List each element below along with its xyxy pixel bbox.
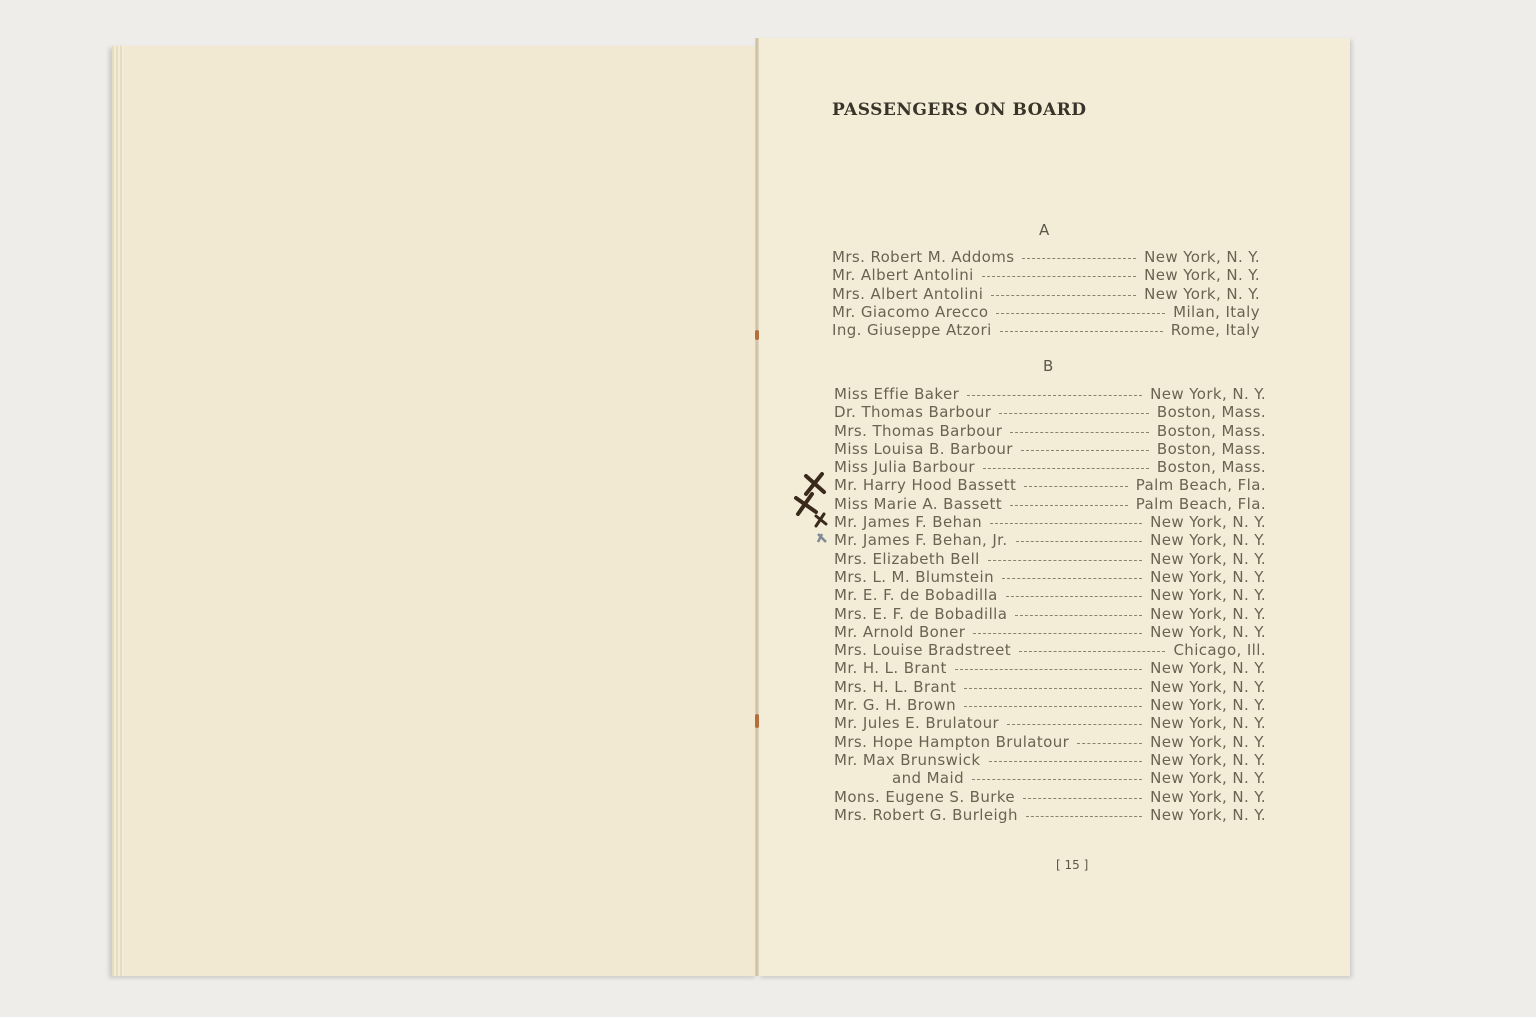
passenger-row [834, 531, 1266, 549]
passenger-row [834, 788, 1266, 806]
dot-leader [1022, 258, 1136, 259]
passenger-row [834, 550, 1266, 568]
dot-leader [989, 761, 1143, 762]
passenger-row [834, 568, 1266, 586]
dot-leader [1024, 486, 1127, 487]
handwritten-x-marks [792, 470, 832, 550]
passenger-home: New York, N. Y. [1150, 385, 1266, 403]
passenger-home: New York, N. Y. [1150, 805, 1266, 824]
passenger-name: Mr. James F. Behan, Jr. [834, 531, 1008, 550]
page-number: [ 15 ] [1056, 858, 1089, 872]
passenger-name: and Maid [892, 769, 965, 788]
passenger-list-a [832, 248, 1260, 339]
passenger-home: Boston, Mass. [1156, 421, 1266, 440]
passenger-row [834, 605, 1266, 623]
passenger-name: Mr. Arnold Boner [834, 622, 966, 641]
section-letter-a: A [1039, 221, 1050, 239]
page-edges [112, 46, 124, 976]
passenger-name: Mr. E. F. de Bobadilla [834, 586, 998, 605]
section-letter-b: B [1043, 357, 1054, 375]
passenger-home: Palm Beach, Fla. [1135, 494, 1266, 513]
x-mark-icon [818, 534, 826, 542]
passenger-name: Mrs. H. L. Brant [834, 677, 957, 696]
passenger-home: New York, N. Y. [1150, 622, 1266, 641]
passenger-row [834, 422, 1266, 440]
passenger-row [834, 385, 1266, 403]
passenger-name: Mrs. L. M. Blumstein [834, 567, 995, 586]
page-title: PASSENGERS ON BOARD [832, 100, 1087, 120]
passenger-home: New York, N. Y. [1150, 513, 1266, 532]
passenger-name: Mr. Jules E. Brulatour [834, 714, 1000, 733]
passenger-name: Mons. Eugene S. Burke [834, 787, 1016, 806]
passenger-name: Mrs. Robert M. Addoms [832, 248, 1015, 266]
x-mark-icon [816, 514, 826, 526]
passenger-row [832, 285, 1260, 303]
passenger-row [834, 769, 1266, 787]
passenger-name: Mr. Albert Antolini [832, 266, 974, 285]
passenger-home: New York, N. Y. [1144, 284, 1260, 303]
dot-leader [991, 295, 1136, 296]
passenger-row [834, 495, 1266, 513]
passenger-name: Mr. Harry Hood Bassett [834, 476, 1017, 495]
passenger-name: Mrs. Louise Bradstreet [834, 641, 1012, 660]
x-mark-icon [806, 474, 824, 494]
passenger-name: Mrs. Albert Antolini [832, 284, 984, 303]
dot-leader [973, 633, 1142, 634]
passenger-home: New York, N. Y. [1150, 531, 1266, 550]
dot-leader [1002, 578, 1142, 579]
passenger-row [834, 733, 1266, 751]
dot-leader [1000, 331, 1163, 332]
passenger-home: New York, N. Y. [1150, 769, 1266, 788]
dot-leader [1077, 743, 1142, 744]
passenger-row [834, 513, 1266, 531]
passenger-name: Ing. Giuseppe Atzori [832, 321, 992, 340]
staple-rust [755, 330, 759, 340]
left-page [112, 46, 758, 976]
passenger-home: Milan, Italy [1173, 302, 1260, 321]
passenger-name: Mrs. Hope Hampton Brulatour [834, 732, 1070, 751]
passenger-name: Mrs. Robert G. Burleigh [834, 805, 1018, 824]
passenger-name: Mr. Giacomo Arecco [832, 302, 989, 321]
dot-leader [1026, 816, 1142, 817]
passenger-home: New York, N. Y. [1150, 659, 1266, 678]
passenger-home: New York, N. Y. [1150, 732, 1266, 751]
passenger-home: New York, N. Y. [1150, 696, 1266, 715]
passenger-name: Miss Louisa B. Barbour [834, 439, 1013, 458]
passenger-row [834, 476, 1266, 494]
dot-leader [1015, 615, 1142, 616]
passenger-home: New York, N. Y. [1150, 549, 1266, 568]
dot-leader [964, 688, 1142, 689]
staple-rust [755, 714, 759, 728]
dot-leader [996, 313, 1165, 314]
passenger-home: Chicago, Ill. [1173, 641, 1266, 660]
passenger-name: Mr. H. L. Brant [834, 659, 947, 678]
passenger-name: Mrs. Elizabeth Bell [834, 549, 980, 568]
dot-leader [1010, 432, 1149, 433]
passenger-home: New York, N. Y. [1150, 677, 1266, 696]
passenger-row [834, 623, 1266, 641]
dot-leader [1006, 596, 1142, 597]
passenger-row [834, 641, 1266, 659]
passenger-home: Boston, Mass. [1156, 439, 1266, 458]
passenger-name: Dr. Thomas Barbour [834, 403, 992, 422]
dot-leader [1021, 450, 1149, 451]
dot-leader [982, 276, 1136, 277]
passenger-home: New York, N. Y. [1144, 248, 1260, 266]
passenger-row [834, 696, 1266, 714]
passenger-name: Miss Effie Baker [834, 385, 960, 403]
passenger-list-b [834, 385, 1266, 824]
passenger-home: New York, N. Y. [1150, 604, 1266, 623]
passenger-home: New York, N. Y. [1150, 586, 1266, 605]
passenger-row [832, 303, 1260, 321]
dot-leader [988, 560, 1142, 561]
x-mark-icon [796, 494, 816, 514]
dot-leader [999, 413, 1149, 414]
passenger-home: New York, N. Y. [1150, 714, 1266, 733]
passenger-home: New York, N. Y. [1150, 750, 1266, 769]
dot-leader [964, 706, 1142, 707]
passenger-row [834, 678, 1266, 696]
passenger-row [834, 751, 1266, 769]
passenger-row [834, 458, 1266, 476]
passenger-home: Rome, Italy [1170, 321, 1260, 340]
passenger-home: New York, N. Y. [1150, 567, 1266, 586]
dot-leader [1010, 505, 1128, 506]
passenger-name: Miss Julia Barbour [834, 458, 975, 477]
passenger-name: Mr. G. H. Brown [834, 696, 957, 715]
dot-leader [972, 779, 1142, 780]
passenger-row [832, 321, 1260, 339]
dot-leader [1019, 651, 1165, 652]
passenger-row [834, 659, 1266, 677]
passenger-row [832, 266, 1260, 284]
passenger-name: Mrs. Thomas Barbour [834, 421, 1003, 440]
dot-leader [1007, 724, 1142, 725]
passenger-home: New York, N. Y. [1144, 266, 1260, 285]
passenger-home: Boston, Mass. [1156, 403, 1266, 422]
passenger-row [832, 248, 1260, 266]
passenger-home: Palm Beach, Fla. [1135, 476, 1266, 495]
dot-leader [967, 395, 1142, 396]
passenger-row [834, 440, 1266, 458]
dot-leader [1016, 541, 1143, 542]
passenger-row [834, 403, 1266, 421]
passenger-name: Mr. James F. Behan [834, 513, 982, 532]
passenger-name: Mr. Max Brunswick [834, 750, 981, 769]
passenger-name: Miss Marie A. Bassett [834, 494, 1003, 513]
dot-leader [955, 669, 1142, 670]
dot-leader [1023, 798, 1142, 799]
passenger-home: Boston, Mass. [1156, 458, 1266, 477]
dot-leader [983, 468, 1149, 469]
passenger-row [834, 806, 1266, 824]
spine [755, 38, 759, 976]
passenger-row [834, 714, 1266, 732]
passenger-row [834, 586, 1266, 604]
passenger-home: New York, N. Y. [1150, 787, 1266, 806]
passenger-name: Mrs. E. F. de Bobadilla [834, 604, 1008, 623]
dot-leader [990, 523, 1142, 524]
